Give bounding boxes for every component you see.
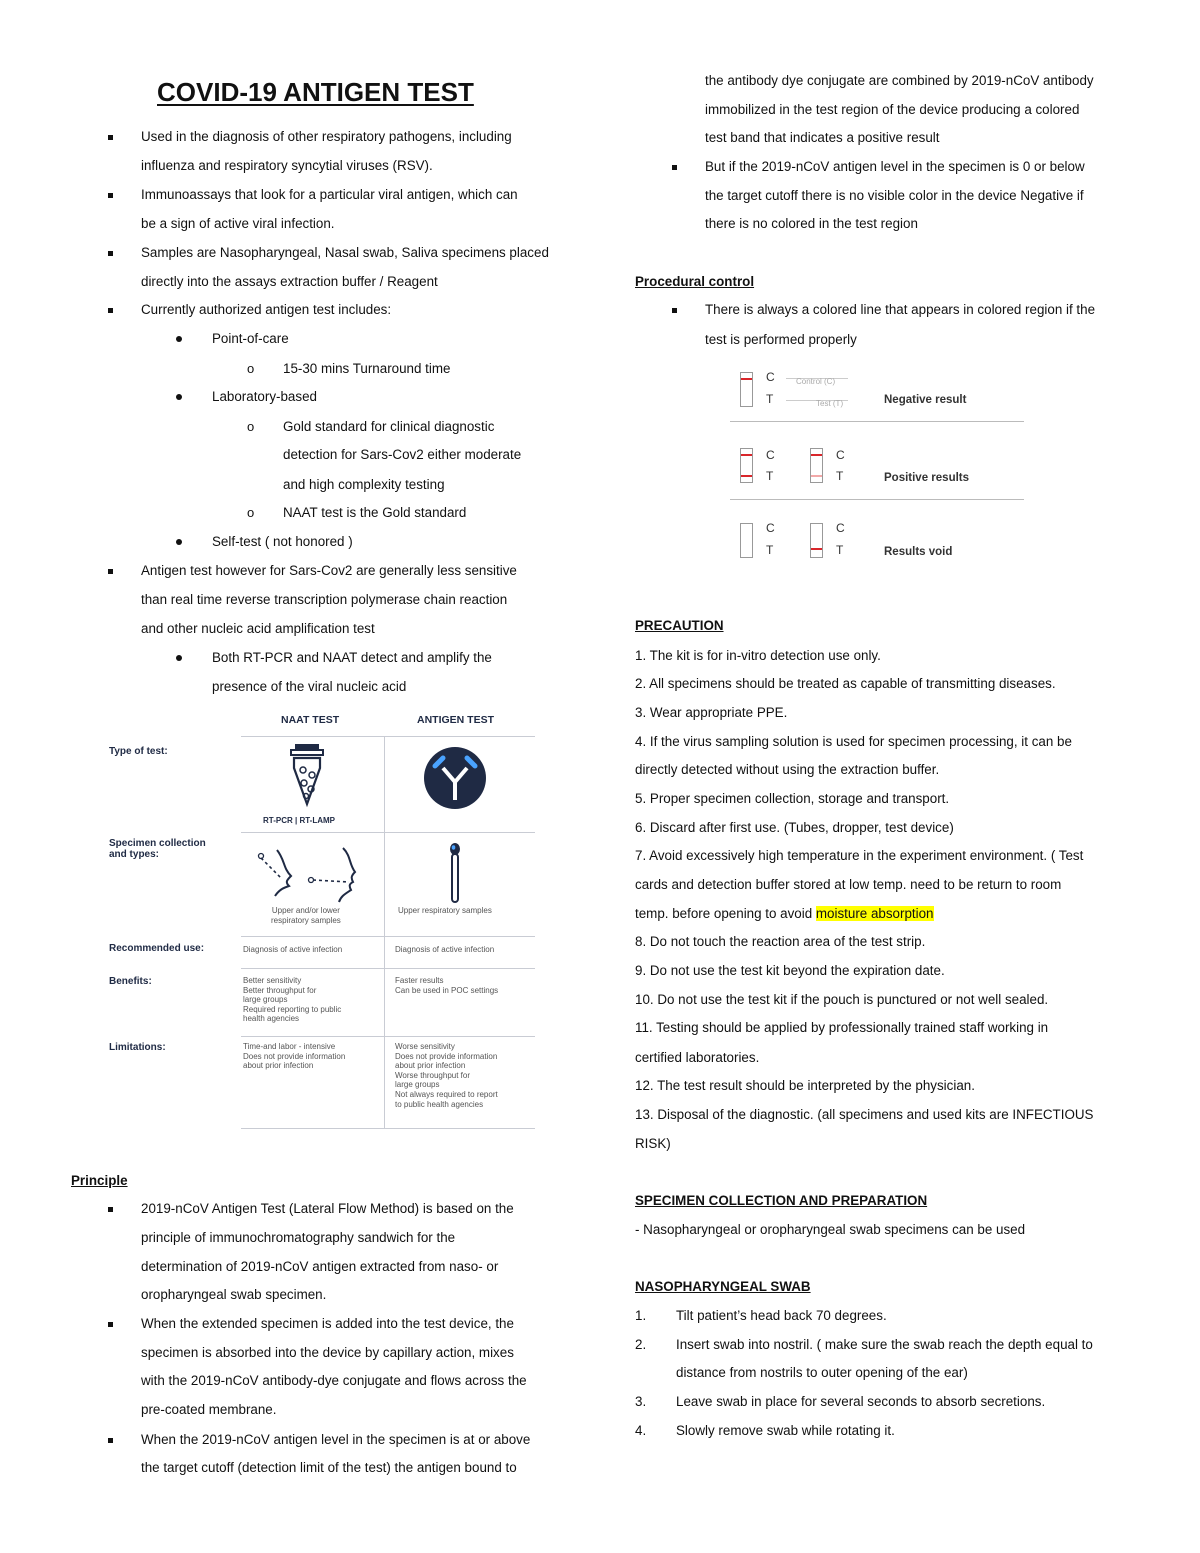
text-line: Samples are Nasopharyngeal, Nasal swab, Saliva specimens placed xyxy=(141,245,549,260)
text-line: But if the 2019-nCoV antigen level in the specimen is 0 or below xyxy=(705,159,1085,174)
bullet-icon xyxy=(108,308,113,313)
text-line: immobilized in the test region of the device producing a colored xyxy=(705,102,1080,117)
precaution-line: 10. Do not use the test kit if the pouch is punctured or not well sealed. xyxy=(635,992,1049,1007)
precaution-line: 2. All specimens should be treated as capable of transmitting diseases. xyxy=(635,676,1056,691)
bullet-icon xyxy=(108,569,113,574)
precaution-line: 4. If the virus sampling solution is used for specimen processing, it can be xyxy=(635,734,1072,749)
row-label-recommended: Recommended use: xyxy=(109,943,205,954)
bullet-dot-icon xyxy=(176,539,182,545)
text-line: Self-test ( not honored ) xyxy=(212,534,353,549)
text-line: There is always a colored line that appears in colored region if the xyxy=(705,302,1096,317)
swab-icon xyxy=(447,842,463,904)
bullet-dot-icon xyxy=(176,336,182,342)
step-text: distance from nostrils to outer opening of the ear) xyxy=(676,1365,968,1380)
t-label: T xyxy=(766,392,774,406)
text-line: directly into the assays extraction buffer / Reagent xyxy=(141,274,438,289)
naat-specimen-text: Upper and/or lower respiratory samples xyxy=(271,906,341,925)
naat-header: NAAT TEST xyxy=(281,714,340,726)
divider xyxy=(241,936,535,937)
precaution-line: 6. Discard after first use. (Tubes, dropper, test device) xyxy=(635,820,954,835)
antigen-benefits: Faster results Can be used in POC settings xyxy=(395,976,499,995)
precaution-line: 5. Proper specimen collection, storage and transport. xyxy=(635,791,950,806)
text-line: Point-of-care xyxy=(212,331,289,346)
text-line: 2019-nCoV Antigen Test (Lateral Flow Method) is based on the xyxy=(141,1201,514,1216)
divider xyxy=(241,832,535,833)
text-line: the target cutoff (detection limit of the test) the antigen bound to xyxy=(141,1460,517,1475)
principle-heading: Principle xyxy=(71,1173,128,1188)
t-label: T xyxy=(766,469,774,483)
page-title: COVID-19 ANTIGEN TEST xyxy=(157,77,474,107)
step-number: 4. xyxy=(635,1423,647,1438)
precaution-line: RISK) xyxy=(635,1136,671,1151)
c-label: C xyxy=(766,448,775,462)
text-line: with the 2019-nCoV antibody-dye conjugate and flows across the xyxy=(141,1373,527,1388)
precaution-line xyxy=(635,904,934,924)
bullet-icon xyxy=(108,251,113,256)
precaution-line: 11. Testing should be applied by professionally trained staff working in xyxy=(635,1020,1049,1035)
c-label: C xyxy=(836,521,845,535)
text-line: than real time reverse transcription polymerase chain reaction xyxy=(141,592,508,607)
positive-result-label: Positive results xyxy=(884,472,970,484)
step-number: 2. xyxy=(635,1337,647,1352)
row-label-limitations: Limitations: xyxy=(109,1042,166,1053)
row-label-specimen: Specimen collection and types: xyxy=(109,838,206,860)
antigen-specimen-text: Upper respiratory samples xyxy=(398,906,492,915)
step-text: Insert swab into nostril. ( make sure the swab reach the depth equal to xyxy=(676,1337,1093,1352)
precaution-line: 13. Disposal of the diagnostic. (all specimens and used kits are INFECTIOUS xyxy=(635,1107,1094,1122)
divider xyxy=(384,736,385,1128)
step-text: Slowly remove swab while rotating it. xyxy=(676,1423,895,1438)
bullet-dot-icon xyxy=(176,394,182,400)
precaution-line: 7. Avoid excessively high temperature in the experiment environment. ( Test xyxy=(635,848,1084,863)
text-line: specimen is absorbed into the device by capillary action, mixes xyxy=(141,1345,514,1360)
text-line: Both RT-PCR and NAAT detect and amplify the xyxy=(212,650,492,665)
text-line: Currently authorized antigen test includes: xyxy=(141,302,392,317)
divider xyxy=(241,1128,535,1129)
precaution-line: directly detected without using the extraction buffer. xyxy=(635,762,940,777)
text-line: When the 2019-nCoV antigen level in the specimen is at or above xyxy=(141,1432,531,1447)
text-line: Immunoassays that look for a particular viral antigen, which can xyxy=(141,187,518,202)
precaution-line: 12. The test result should be interpreted by the physician. xyxy=(635,1078,975,1093)
bullet-icon xyxy=(108,1438,113,1443)
precaution-line: cards and detection buffer stored at low temp. need to be return to room xyxy=(635,877,1062,892)
antigen-recommended: Diagnosis of active infection xyxy=(395,945,495,954)
negative-result-label: Negative result xyxy=(884,394,967,406)
row-label-type: Type of test: xyxy=(109,746,168,757)
text-line: test band that indicates a positive result xyxy=(705,130,940,145)
text-line: the antibody dye conjugate are combined by 2019-nCoV antibody xyxy=(705,73,1094,88)
text-line: NAAT test is the Gold standard xyxy=(283,505,467,520)
text-line: Used in the diagnosis of other respiratory pathogens, including xyxy=(141,129,512,144)
test-tube-icon xyxy=(285,742,329,812)
antigen-limitations: Worse sensitivity Does not provide information about prior infection Worse throughput for large groups Not always required to report to public health agencies xyxy=(395,1042,498,1109)
bullet-icon xyxy=(108,1322,113,1327)
naat-vs-antigen-table xyxy=(105,708,537,1132)
highlighted-text: moisture absorption xyxy=(815,906,934,921)
text-line: the target cutoff there is no visible color in the device Negative if xyxy=(705,188,1084,203)
bullet-icon xyxy=(108,135,113,140)
text-line: influenza and respiratory syncytial viruses (RSV). xyxy=(141,158,433,173)
text-line: Gold standard for clinical diagnostic xyxy=(283,419,495,434)
divider xyxy=(241,736,535,737)
naat-limitations: Time-and labor - intensive Does not provide information about prior infection xyxy=(243,1042,346,1071)
text-line: detection for Sars-Cov2 either moderate xyxy=(283,447,522,462)
step-number: 1. xyxy=(635,1308,647,1323)
text-line: there is no colored in the test region xyxy=(705,216,918,231)
t-label: T xyxy=(836,543,844,557)
antibody-icon xyxy=(423,746,487,810)
test-label: Test (T) xyxy=(816,399,844,408)
precaution-line: 3. Wear appropriate PPE. xyxy=(635,705,788,720)
c-label: C xyxy=(766,521,775,535)
divider xyxy=(241,968,535,969)
c-label: C xyxy=(836,448,845,462)
right-column-lower xyxy=(600,0,1200,1553)
bullet-icon xyxy=(108,1207,113,1212)
text-line: pre-coated membrane. xyxy=(141,1402,277,1417)
specimen-heading: SPECIMEN COLLECTION AND PREPARATION xyxy=(635,1193,928,1208)
text-line: and high complexity testing xyxy=(283,477,445,492)
specimen-text: - Nasopharyngeal or oropharyngeal swab specimens can be used xyxy=(635,1222,1026,1237)
procedural-heading: Procedural control xyxy=(635,274,755,289)
step-text: Leave swab in place for several seconds to absorb secretions. xyxy=(676,1394,1046,1409)
naat-recommended: Diagnosis of active infection xyxy=(243,945,343,954)
step-text: Tilt patient’s head back 70 degrees. xyxy=(676,1308,887,1323)
precaution-line: 1. The kit is for in-vitro detection use only. xyxy=(635,648,881,663)
text-line: and other nucleic acid amplification test xyxy=(141,621,375,636)
text-line: oropharyngeal swab specimen. xyxy=(141,1287,327,1302)
precaution-line: certified laboratories. xyxy=(635,1050,760,1065)
text-line: presence of the viral nucleic acid xyxy=(212,679,407,694)
bullet-o-icon: o xyxy=(247,419,255,434)
bullet-dot-icon xyxy=(176,655,182,661)
rt-pcr-label: RT-PCR | RT-LAMP xyxy=(263,816,336,825)
text-line: principle of immunochromatography sandwich for the xyxy=(141,1230,456,1245)
row-label-benefits: Benefits: xyxy=(109,976,152,987)
precaution-line: 9. Do not use the test kit beyond the expiration date. xyxy=(635,963,945,978)
precaution-heading: PRECAUTION xyxy=(635,618,724,633)
antigen-header: ANTIGEN TEST xyxy=(417,714,495,726)
text-line: Antigen test however for Sars-Cov2 are generally less sensitive xyxy=(141,563,517,578)
text-line: 15-30 mins Turnaround time xyxy=(283,361,451,376)
void-result-label: Results void xyxy=(884,546,953,558)
text-line: Laboratory-based xyxy=(212,389,317,404)
t-label: T xyxy=(836,469,844,483)
c-label: C xyxy=(766,370,775,384)
text-line: be a sign of active viral infection. xyxy=(141,216,335,231)
control-label: Control (C) xyxy=(796,377,836,386)
precaution-text: temp. before opening to avoid xyxy=(635,906,816,921)
step-number: 3. xyxy=(635,1394,647,1409)
bullet-o-icon: o xyxy=(247,505,255,520)
text-line: test is performed properly xyxy=(705,332,857,347)
bullet-icon xyxy=(108,193,113,198)
naso-heading: NASOPHARYNGEAL SWAB xyxy=(635,1279,811,1294)
precaution-line: 8. Do not touch the reaction area of the test strip. xyxy=(635,934,926,949)
nasal-oral-swab-icon xyxy=(255,844,367,904)
t-label: T xyxy=(766,543,774,557)
bullet-o-icon: o xyxy=(247,361,255,376)
text-line: determination of 2019-nCoV antigen extracted from naso- or xyxy=(141,1259,499,1274)
naat-benefits: Better sensitivity Better throughput for large groups Required reporting to public health agencies xyxy=(243,976,342,1024)
divider xyxy=(241,1036,535,1037)
text-line: When the extended specimen is added into the test device, the xyxy=(141,1316,514,1331)
